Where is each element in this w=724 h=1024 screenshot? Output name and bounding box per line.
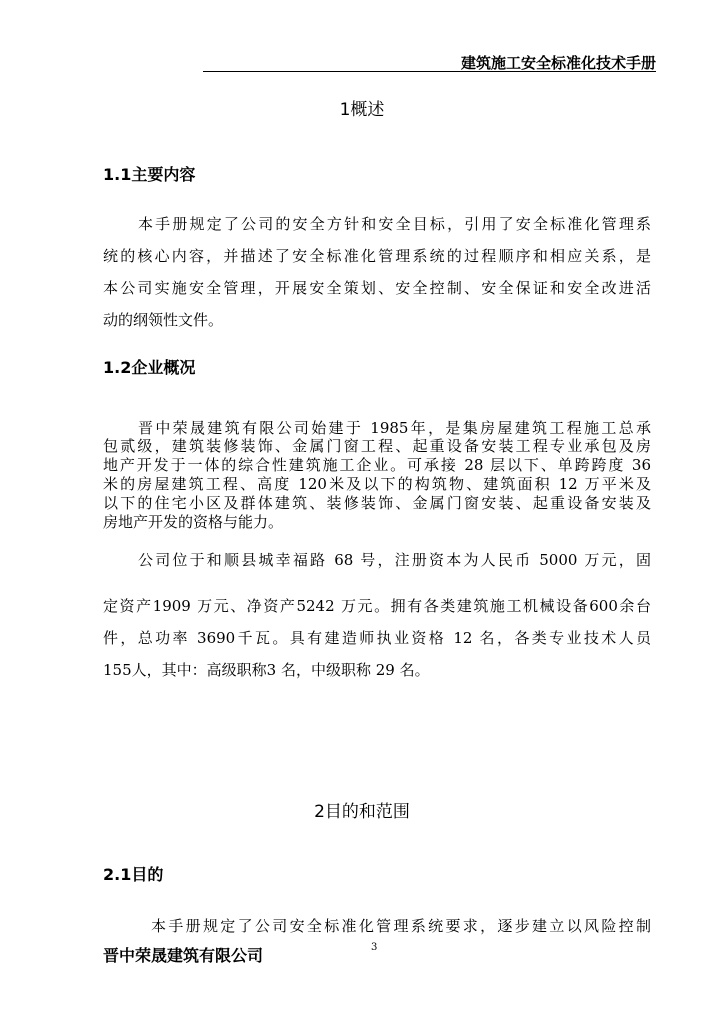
paragraph-line: 包贰级，建筑装修装饰、金属门窗工程、起重设备安装工程专业承包及房 — [103, 437, 651, 455]
running-header-title: 建筑施工安全标准化技术手册 — [460, 54, 656, 72]
section-1-2-title: 1.2企业概况 — [103, 358, 196, 377]
paragraph-line: 地产开发于一体的综合性建筑施工企业。可承接 28 层以下、单跨跨度 36 — [103, 456, 651, 474]
paragraph-company-assets — [103, 544, 651, 576]
paragraph-line: 动的纲领性文件。 — [103, 311, 224, 329]
paragraph-line: 本手册规定了公司的安全方针和安全目标，引用了安全标准化管理系 — [138, 215, 651, 233]
paragraph-line: 晋中荣晟建筑有限公司始建于 1985年，是集房屋建筑工程施工总承 — [138, 419, 651, 437]
paragraph-line: 米的房屋建筑工程、高度 120米及以下的构筑物、建筑面积 12 万平米及 — [103, 475, 651, 493]
page-number: 3 — [371, 942, 378, 953]
paragraph-purpose — [103, 914, 651, 938]
paragraph-line: 房地产开发的资格与能力。 — [103, 513, 284, 531]
paragraph-line: 本公司实施安全管理，开展安全策划、安全控制、安全保证和安全改进活 — [103, 279, 651, 297]
paragraph-line: 公司位于和顺县城幸福路 68 号，注册资本为人民币 5000 万元，固 — [138, 551, 651, 569]
chapter-1-title: 1概述 — [339, 100, 385, 120]
chapter-2-title: 2目的和范围 — [314, 802, 410, 822]
paragraph-line: 本手册规定了公司安全标准化管理系统要求，逐步建立以风险控制 — [151, 917, 651, 935]
paragraph-company-overview — [103, 437, 651, 532]
section-1-1-title: 1.1主要内容 — [103, 165, 196, 184]
paragraph-company-overview-line1 — [103, 418, 651, 438]
footer-company-name: 晋中荣晟建筑有限公司 — [103, 946, 264, 965]
paragraph-line: 统的核心内容，并描述了安全标准化管理系统的过程顺序和相应关系，是 — [103, 247, 651, 265]
paragraph-line: 以下的住宅小区及群体建筑、装修装饰、金属门窗安装、起重设备安装及 — [103, 494, 651, 512]
header-rule — [203, 71, 656, 72]
paragraph-line: 件，总功率 3690千瓦。具有建造师执业资格 12 名，各类专业技术人员 — [103, 629, 651, 647]
section-2-1-title: 2.1目的 — [103, 865, 164, 884]
paragraph-line: 155人，其中：高级职称3 名，中级职称 29 名。 — [103, 661, 430, 679]
paragraph-company-assets-cont — [103, 590, 651, 686]
paragraph-main-content — [103, 208, 651, 336]
paragraph-line: 定资产1909 万元、净资产5242 万元。拥有各类建筑施工机械设备600余台 — [103, 597, 651, 615]
